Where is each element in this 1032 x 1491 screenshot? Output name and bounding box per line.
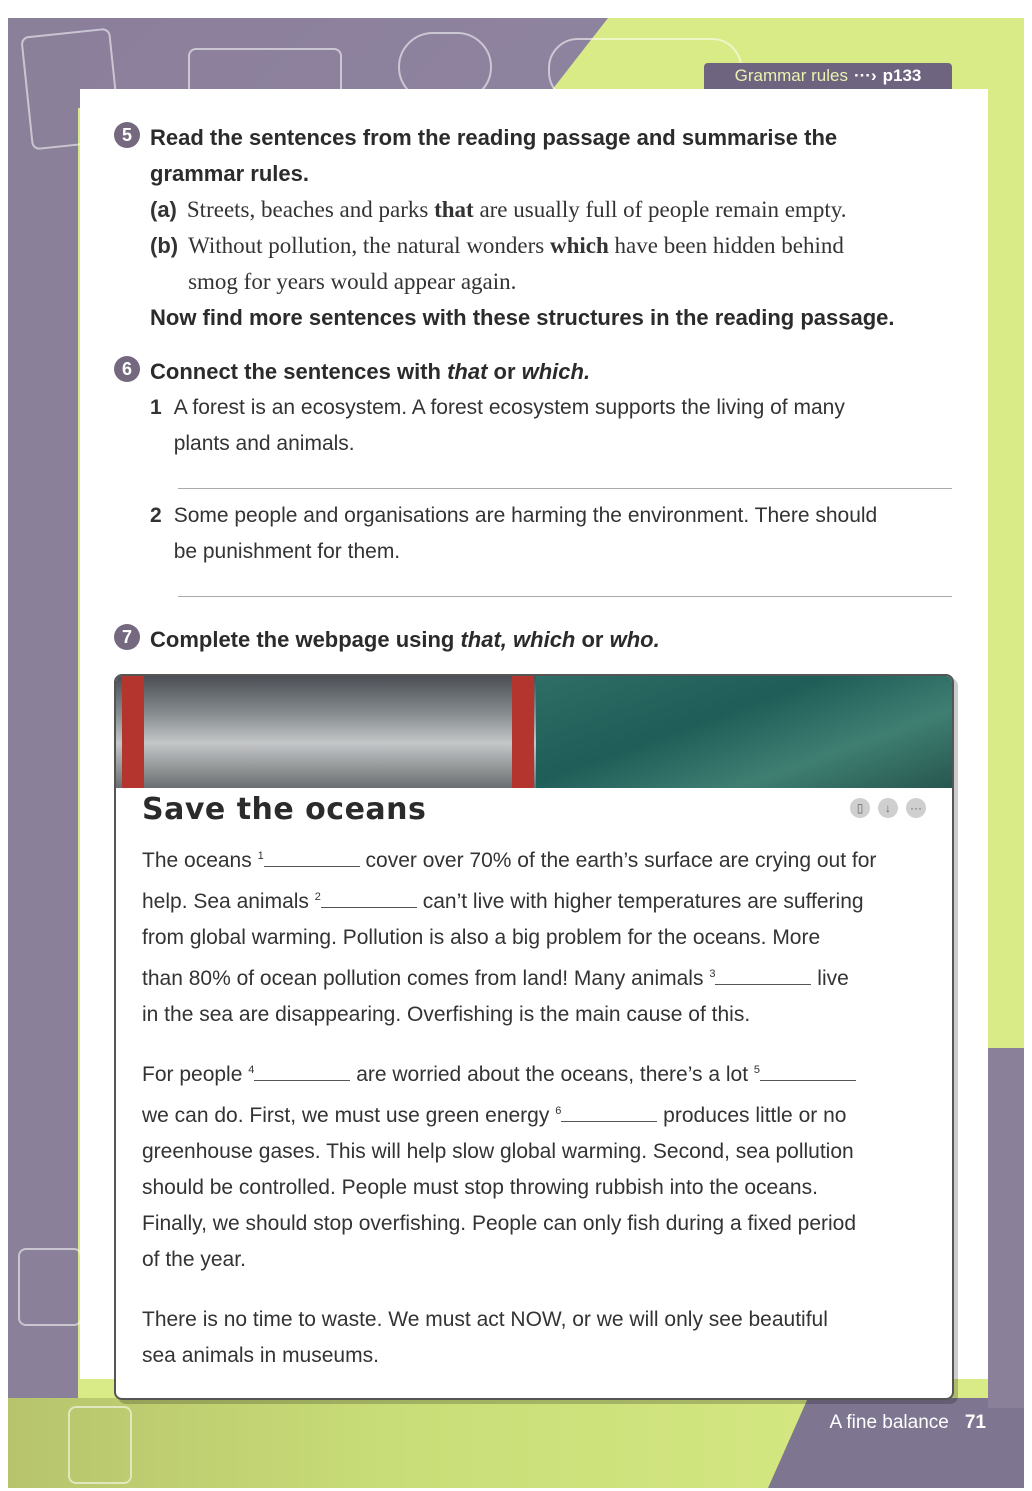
- exercise-6: [114, 354, 845, 462]
- unit-title: A fine balance: [829, 1412, 949, 1433]
- followup-instruction: Now find more sentences with these structures in the reading passage.: [150, 305, 895, 330]
- paragraph-text: greenhouse gases. This will help slow global warming. Second, sea pollution: [142, 1140, 854, 1163]
- exercise-number: 6: [114, 356, 140, 382]
- webpage-toolbar: [850, 798, 926, 818]
- sentence-text: smog for years would appear again.: [188, 269, 517, 294]
- blank-number: 1: [257, 850, 264, 862]
- paragraph-3: [142, 1302, 932, 1374]
- blank-field[interactable]: [321, 889, 417, 908]
- blank-number: 3: [709, 968, 716, 980]
- paragraph-text: we can do. First, we must use green energy: [142, 1104, 556, 1127]
- paragraph-text: of the year.: [142, 1248, 246, 1271]
- instruction-text: or: [487, 359, 522, 384]
- sentence-b: [150, 228, 895, 300]
- book-doodle-icon: [68, 1406, 132, 1484]
- red-crate: [512, 676, 534, 788]
- exercise-7: [114, 622, 660, 658]
- sentence-text: are usually full of people remain empty.: [473, 197, 847, 222]
- page-footer: [829, 1412, 986, 1434]
- paragraph-text: are worried about the oceans, there’s a lot: [350, 1063, 754, 1086]
- blank-number: 5: [753, 1064, 761, 1076]
- blank-number: 6: [555, 1105, 562, 1117]
- polluted-sea-photo: [536, 676, 952, 788]
- tab-page: p133: [882, 66, 922, 85]
- paragraph-text: live: [811, 967, 849, 990]
- blank-field[interactable]: [254, 1062, 350, 1081]
- blank-number: 4: [248, 1064, 255, 1076]
- paragraph-text: from global warming. Pollution is also a big problem for the oceans. More: [142, 926, 821, 949]
- paragraph-1: [142, 838, 932, 1033]
- sentence-label: (b): [150, 233, 179, 258]
- sentence-keyword: that: [434, 197, 474, 222]
- page-number: 71: [964, 1412, 986, 1433]
- item-text: A forest is an ecosystem. A forest ecosystem supports the living of many: [173, 396, 845, 419]
- sentence-a: [150, 192, 895, 228]
- item-2: [150, 498, 877, 570]
- download-icon[interactable]: ↓: [878, 798, 898, 818]
- paragraph-text: cover over 70% of the earth’s surface are crying out for: [359, 849, 877, 872]
- item-text: Some people and organisations are harming the environment. There should: [173, 504, 878, 527]
- bookmark-icon[interactable]: ▯: [850, 798, 870, 818]
- exercise-5: [114, 120, 895, 336]
- paragraph-text: There is no time to waste. We must act NOW, or we will only see beautiful: [142, 1308, 828, 1331]
- paragraph-text: The oceans: [142, 849, 258, 872]
- fish-photo: [116, 676, 536, 788]
- instruction-line: Read the sentences from the reading passage and summarise the: [150, 125, 838, 150]
- exercise-number: 7: [114, 624, 140, 650]
- webpage-mockup: [114, 674, 954, 1400]
- instruction-text: Connect the sentences with: [150, 359, 448, 384]
- paragraph-text: can’t live with higher temperatures are suffering: [416, 890, 864, 913]
- paragraph-2: [142, 1052, 932, 1278]
- answer-line-1[interactable]: [178, 488, 952, 489]
- instruction-keyword: who.: [609, 627, 660, 652]
- instruction-keyword: that, which: [460, 627, 576, 652]
- exercise-number: 5: [114, 122, 140, 148]
- item-1: [150, 390, 845, 462]
- blank-number: 2: [314, 891, 321, 903]
- paragraph-text: sea animals in museums.: [142, 1344, 379, 1367]
- purple-right-strip: [988, 1048, 1024, 1408]
- blank-field[interactable]: [760, 1062, 856, 1081]
- paragraph-text: Finally, we should stop overfishing. People can only fish during a fixed period: [142, 1212, 857, 1235]
- exercise-instruction: [150, 354, 845, 390]
- exercise-6-item-2: [150, 498, 877, 570]
- sentence-label: (a): [150, 197, 177, 222]
- webpage-title: Save the oceans: [142, 792, 427, 827]
- exercise-instruction: [150, 120, 895, 192]
- instruction-keyword: that: [447, 359, 488, 384]
- paragraph-text: in the sea are disappearing. Overfishing is the main cause of this.: [142, 1003, 751, 1026]
- paragraph-text: produces little or no: [657, 1104, 847, 1127]
- blank-field[interactable]: [715, 966, 811, 985]
- exercise-instruction: [150, 622, 660, 658]
- item-number: 1: [150, 396, 162, 419]
- tab-label: Grammar rules: [734, 66, 848, 85]
- item-text: plants and animals.: [173, 432, 355, 455]
- item-number: 2: [150, 504, 162, 527]
- answer-line-2[interactable]: [178, 596, 952, 597]
- sentence-keyword: which: [550, 233, 609, 258]
- instruction-line: grammar rules.: [150, 161, 309, 186]
- sentence-text: have been hidden behind: [608, 233, 844, 258]
- paragraph-text: than 80% of ocean pollution comes from land! Many animals: [142, 967, 710, 990]
- more-icon[interactable]: ···: [906, 798, 926, 818]
- paragraph-text: For people: [142, 1063, 249, 1086]
- grammar-rules-tab[interactable]: [704, 63, 952, 89]
- blank-field[interactable]: [561, 1103, 657, 1122]
- instruction-text: or: [575, 627, 610, 652]
- arrow-icon: ···›: [853, 66, 877, 85]
- item-text: be punishment for them.: [173, 540, 401, 563]
- sentence-text: Streets, beaches and parks: [186, 197, 435, 222]
- instruction-text: Complete the webpage using: [150, 627, 461, 652]
- paragraph-text: help. Sea animals: [142, 890, 315, 913]
- sentence-text: Without pollution, the natural wonders: [188, 233, 550, 258]
- letter-a-doodle-icon: [18, 1248, 82, 1326]
- blank-field[interactable]: [264, 848, 360, 867]
- instruction-keyword: which.: [521, 359, 591, 384]
- red-crate: [122, 676, 144, 788]
- paragraph-text: should be controlled. People must stop throwing rubbish into the oceans.: [142, 1176, 818, 1199]
